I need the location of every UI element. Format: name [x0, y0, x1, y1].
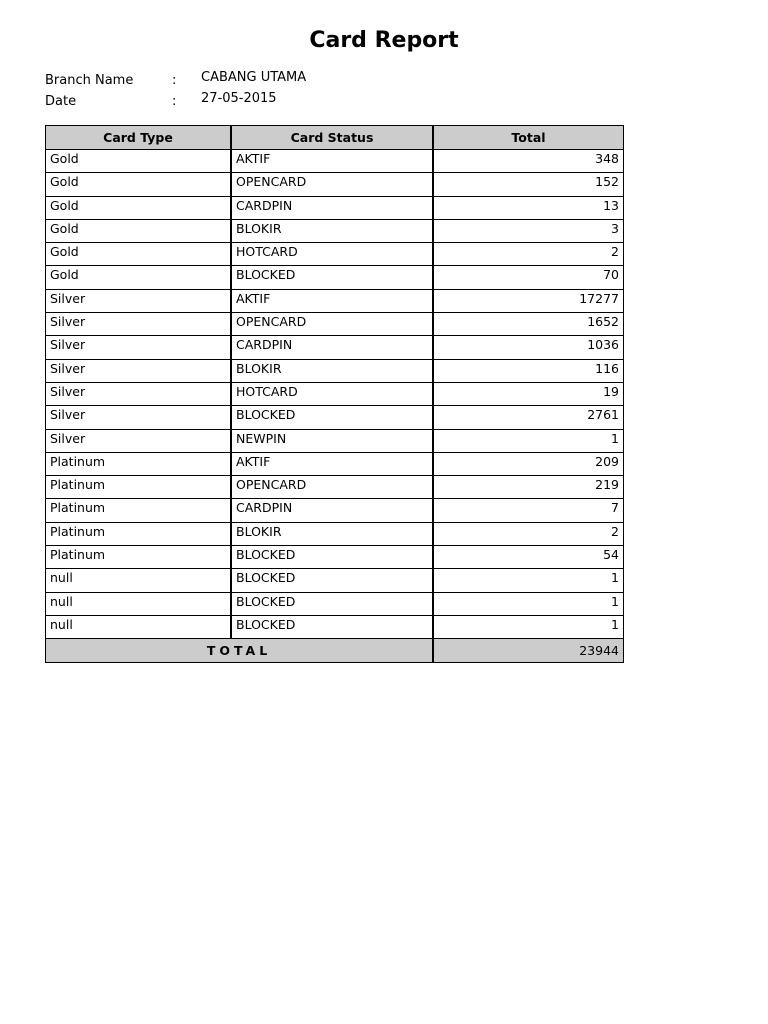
cell-total: 1	[434, 569, 623, 592]
table-row	[46, 523, 623, 546]
table-row	[46, 476, 623, 499]
cell-card-status: HOTCARD	[232, 243, 434, 266]
table-row	[46, 243, 623, 266]
cell-total: 3	[434, 220, 623, 243]
cell-card-type: Platinum	[46, 523, 232, 546]
cell-card-type: Gold	[46, 220, 232, 243]
branch-label: Branch Name	[45, 73, 134, 88]
cell-card-type: null	[46, 593, 232, 616]
cell-card-type: Platinum	[46, 453, 232, 476]
table-row	[46, 406, 623, 429]
cell-card-type: Platinum	[46, 499, 232, 522]
cell-total: 348	[434, 150, 623, 173]
table-header-row	[46, 126, 623, 150]
table-row	[46, 453, 623, 476]
cell-total: 2	[434, 243, 623, 266]
table-row	[46, 360, 623, 383]
cell-card-status: BLOKIR	[232, 220, 434, 243]
cell-total: 1	[434, 430, 623, 453]
cell-total: 13	[434, 197, 623, 220]
cell-total: 70	[434, 266, 623, 289]
table-row	[46, 220, 623, 243]
date-label: Date	[45, 94, 77, 109]
table-row	[46, 290, 623, 313]
total-value: 23944	[434, 639, 623, 662]
cell-total: 219	[434, 476, 623, 499]
cell-total: 1036	[434, 336, 623, 359]
cell-card-status: NEWPIN	[232, 430, 434, 453]
total-row	[46, 639, 623, 662]
cell-card-status: HOTCARD	[232, 383, 434, 406]
table-row	[46, 569, 623, 592]
cell-total: 2	[434, 523, 623, 546]
cell-card-status: BLOCKED	[232, 406, 434, 429]
table-row	[46, 197, 623, 220]
branch-separator: :	[172, 73, 177, 88]
cell-card-type: Gold	[46, 243, 232, 266]
cell-card-type: Gold	[46, 150, 232, 173]
table-row	[46, 383, 623, 406]
header-card-type: Card Type	[46, 126, 232, 150]
table-row	[46, 430, 623, 453]
cell-total: 19	[434, 383, 623, 406]
header-card-status: Card Status	[232, 126, 434, 150]
cell-card-status: CARDPIN	[232, 336, 434, 359]
cell-card-status: BLOCKED	[232, 593, 434, 616]
table-row	[46, 593, 623, 616]
cell-card-type: Gold	[46, 173, 232, 196]
table-row	[46, 173, 623, 196]
branch-value: CABANG UTAMA	[201, 70, 307, 85]
cell-card-status: CARDPIN	[232, 197, 434, 220]
table-row	[46, 546, 623, 569]
cell-card-type: null	[46, 569, 232, 592]
table-row	[46, 150, 623, 173]
card-report-table	[45, 125, 624, 663]
table-row	[46, 616, 623, 639]
cell-card-status: BLOCKED	[232, 616, 434, 639]
cell-card-type: Gold	[46, 266, 232, 289]
cell-total: 17277	[434, 290, 623, 313]
table-row	[46, 499, 623, 522]
table-row	[46, 313, 623, 336]
table-row	[46, 336, 623, 359]
cell-card-type: Silver	[46, 336, 232, 359]
date-separator: :	[172, 94, 177, 109]
cell-card-type: Silver	[46, 406, 232, 429]
total-label: TOTAL	[46, 639, 434, 662]
cell-card-status: OPENCARD	[232, 476, 434, 499]
cell-card-status: AKTIF	[232, 150, 434, 173]
cell-total: 152	[434, 173, 623, 196]
cell-total: 116	[434, 360, 623, 383]
page-title: Card Report	[309, 28, 459, 53]
cell-total: 2761	[434, 406, 623, 429]
cell-card-type: Silver	[46, 360, 232, 383]
cell-card-status: AKTIF	[232, 290, 434, 313]
cell-total: 1	[434, 593, 623, 616]
cell-card-status: BLOCKED	[232, 569, 434, 592]
cell-card-status: BLOCKED	[232, 266, 434, 289]
cell-card-type: Gold	[46, 197, 232, 220]
cell-total: 54	[434, 546, 623, 569]
cell-total: 7	[434, 499, 623, 522]
cell-card-status: CARDPIN	[232, 499, 434, 522]
date-value: 27-05-2015	[201, 91, 277, 106]
table-body	[46, 150, 623, 639]
table-row	[46, 266, 623, 289]
cell-card-status: OPENCARD	[232, 173, 434, 196]
cell-card-status: OPENCARD	[232, 313, 434, 336]
cell-card-type: Silver	[46, 383, 232, 406]
cell-card-type: Platinum	[46, 546, 232, 569]
cell-card-status: BLOKIR	[232, 360, 434, 383]
cell-total: 1652	[434, 313, 623, 336]
cell-card-type: Platinum	[46, 476, 232, 499]
cell-card-type: Silver	[46, 430, 232, 453]
cell-card-type: Silver	[46, 313, 232, 336]
cell-card-type: Silver	[46, 290, 232, 313]
cell-total: 209	[434, 453, 623, 476]
cell-card-status: BLOKIR	[232, 523, 434, 546]
cell-total: 1	[434, 616, 623, 639]
cell-card-status: BLOCKED	[232, 546, 434, 569]
cell-card-status: AKTIF	[232, 453, 434, 476]
header-total: Total	[434, 126, 623, 150]
cell-card-type: null	[46, 616, 232, 639]
